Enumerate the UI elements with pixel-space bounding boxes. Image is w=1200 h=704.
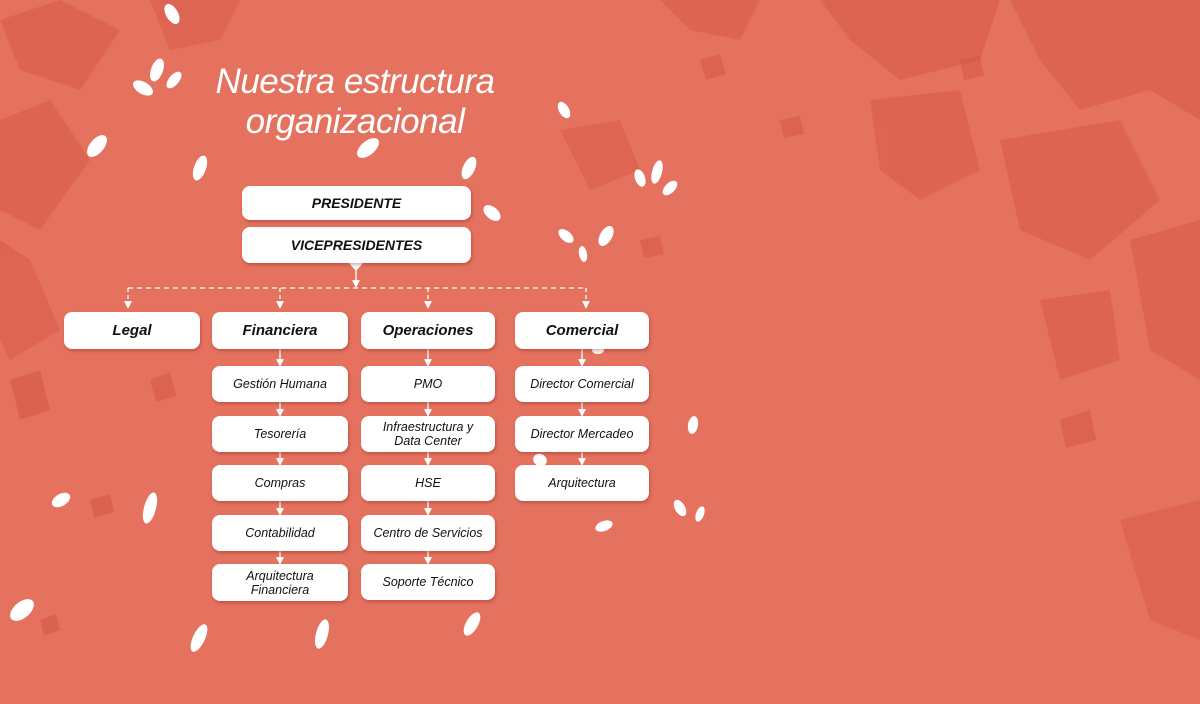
page-title — [190, 62, 520, 142]
title-line-1: Nuestra estructura — [215, 62, 495, 101]
president-box: PRESIDENTE — [242, 186, 471, 220]
ops-item-infraestructura: Infraestructura y Data Center — [361, 416, 495, 452]
ops-item-pmo: PMO — [361, 366, 495, 402]
dept-comercial: Comercial — [515, 312, 649, 349]
fin-item-tesoreria: Tesorería — [212, 416, 348, 452]
dept-financiera: Financiera — [212, 312, 348, 349]
com-item-director-mercadeo: Director Mercadeo — [515, 416, 649, 452]
ops-item-hse: HSE — [361, 465, 495, 501]
vicepresidents-box: VICEPRESIDENTES — [242, 227, 471, 263]
dept-legal: Legal — [64, 312, 200, 349]
fin-item-contabilidad: Contabilidad — [212, 515, 348, 551]
com-item-arquitectura: Arquitectura — [515, 465, 649, 501]
com-item-director-comercial: Director Comercial — [515, 366, 649, 402]
dept-operaciones: Operaciones — [361, 312, 495, 349]
ops-item-centro-servicios: Centro de Servicios — [361, 515, 495, 551]
ops-item-soporte-tecnico: Soporte Técnico — [361, 564, 495, 600]
fin-item-compras: Compras — [212, 465, 348, 501]
title-line-2: organizacional — [245, 102, 465, 141]
fin-item-gestion-humana: Gestión Humana — [212, 366, 348, 402]
fin-item-arquitectura-financiera: Arquitectura Financiera — [212, 564, 348, 601]
